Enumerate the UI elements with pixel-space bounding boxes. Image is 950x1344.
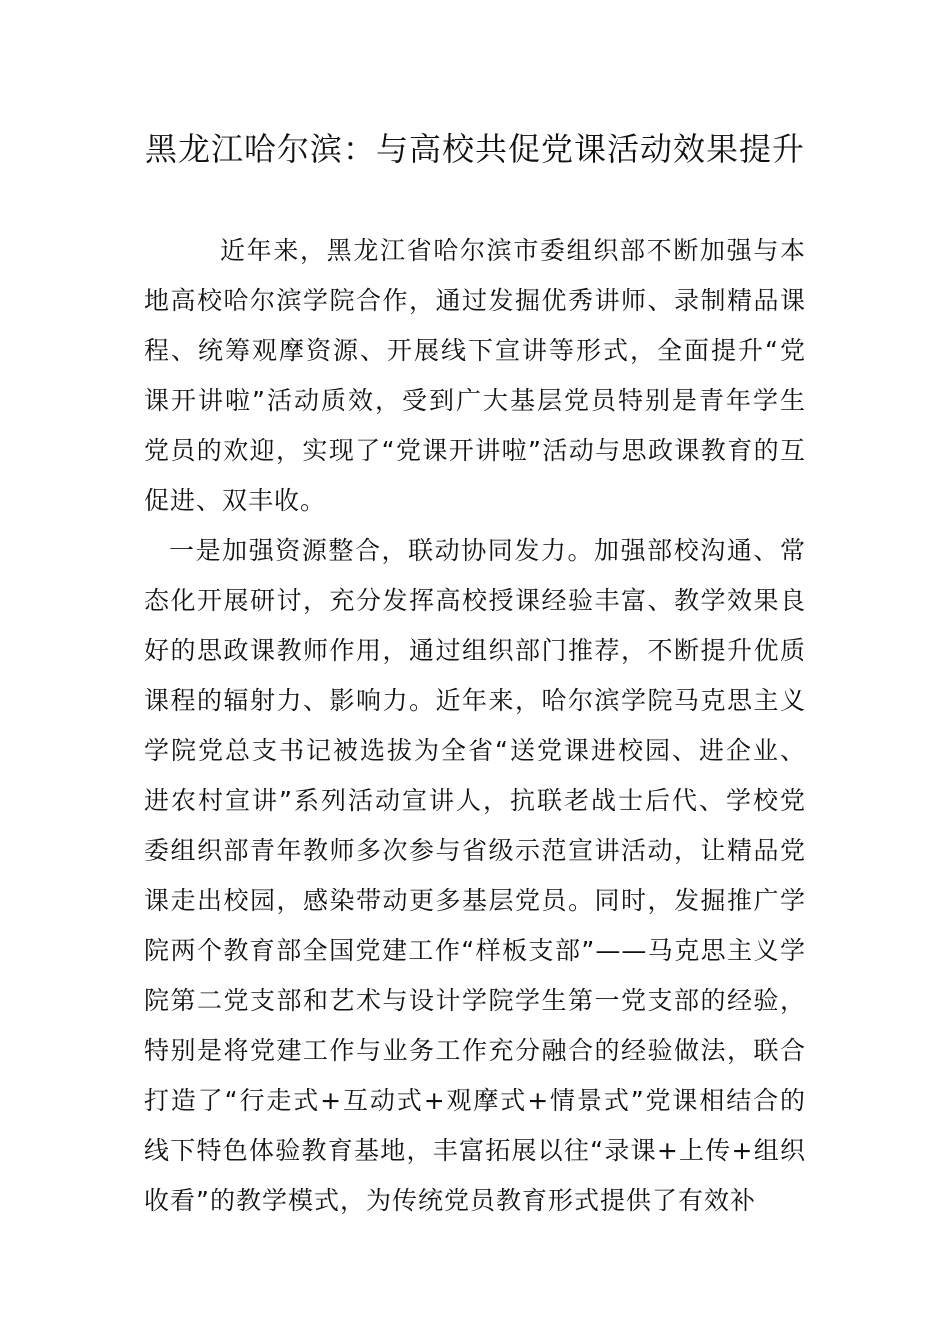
- section-one-paragraph: 一是加强资源整合，联动协同发力。加强部校沟通、常态化开展研讨，充分发挥高校授课经验丰富、教学效果良好的思政课教师作用，通过组织部门推荐，不断提升优质课程的辐射力、影响力。近年来，哈尔滨学院马克思主义学院党总支书记被选拔为全省“送党课进校园、进企业、进农村宣讲”系列活动宣讲人，抗联老战士后代、学校党委组织部青年教师多次参与省级示范宣讲活动，让精品党课走出校园，感染带动更多基层党员。同时，发掘推广学院两个教育部全国党建工作“样板支部”——马克思主义学院第二党支部和艺术与设计学院学生第一党支部的经验，特别是将党建工作与业务工作充分融合的经验做法，联合打造了“行走式+互动式+观摩式+情景式”党课相结合的线下特色体验教育基地，丰富拓展以往“录课+上传+组织收看”的教学模式，为传统党员教育形式提供了有效补: [144, 536, 806, 1215]
- intro-paragraph: 近年来，黑龙江省哈尔滨市委组织部不断加强与本地高校哈尔滨学院合作，通过发掘优秀讲师、录制精品课程、统筹观摩资源、开展线下宣讲等形式，全面提升“党课开讲啦”活动质效，受到广大基层党员特别是青年学生党员的欢迎，实现了“党课开讲啦”活动与思政课教育的互促进、双丰收。: [144, 236, 806, 515]
- document-title: 黑龙江哈尔滨：与高校共促党课活动效果提升: [144, 130, 805, 168]
